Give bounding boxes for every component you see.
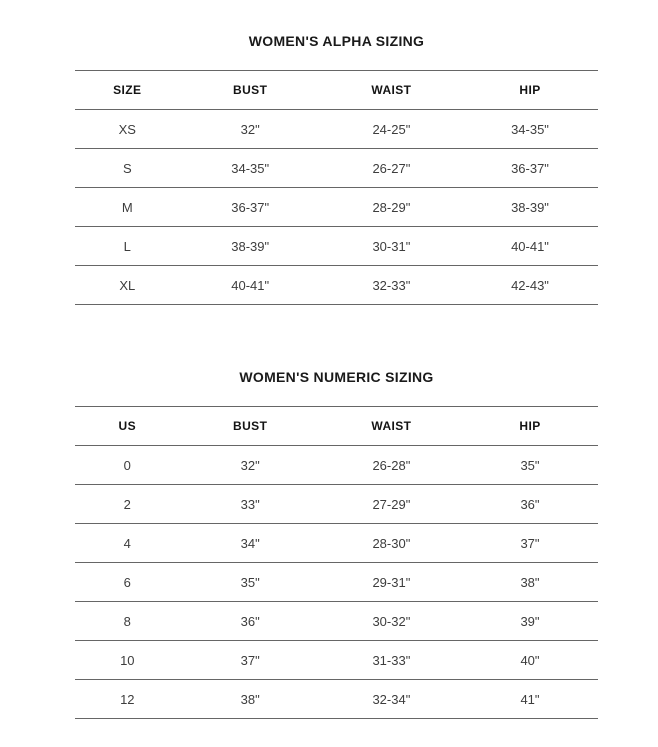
alpha-sizing-table <box>75 70 598 305</box>
column-header: HIP <box>462 71 598 110</box>
table-row <box>75 188 598 227</box>
table-cell: 37" <box>462 524 598 563</box>
table-cell: 26-28" <box>321 446 462 485</box>
table-cell: 32-34" <box>321 680 462 719</box>
column-header: HIP <box>462 407 598 446</box>
table-cell: XL <box>75 266 180 305</box>
table-cell: 28-30" <box>321 524 462 563</box>
table-cell: 31-33" <box>321 641 462 680</box>
table-row <box>75 227 598 266</box>
numeric-sizing-title: WOMEN'S NUMERIC SIZING <box>239 369 434 385</box>
table-cell: 36" <box>180 602 321 641</box>
table-row <box>75 149 598 188</box>
table-row <box>75 524 598 563</box>
table-cell: 35" <box>180 563 321 602</box>
table-cell: 12 <box>75 680 180 719</box>
table-cell: 38-39" <box>462 188 598 227</box>
column-header: WAIST <box>321 407 462 446</box>
numeric-sizing-table <box>75 406 598 719</box>
table-row <box>75 680 598 719</box>
column-header: US <box>75 407 180 446</box>
table-cell: 4 <box>75 524 180 563</box>
table-cell: 32" <box>180 110 321 149</box>
table-cell: 30-31" <box>321 227 462 266</box>
table-row <box>75 446 598 485</box>
table-cell: 40-41" <box>462 227 598 266</box>
table-cell: S <box>75 149 180 188</box>
table-cell: 38" <box>180 680 321 719</box>
table-cell: 38" <box>462 563 598 602</box>
alpha-sizing-section <box>75 33 598 305</box>
table-row <box>75 485 598 524</box>
table-cell: 39" <box>462 602 598 641</box>
column-header: WAIST <box>321 71 462 110</box>
table-cell: 10 <box>75 641 180 680</box>
table-cell: 30-32" <box>321 602 462 641</box>
header-row <box>75 407 598 446</box>
table-cell: 40-41" <box>180 266 321 305</box>
table-cell: 32-33" <box>321 266 462 305</box>
column-header: SIZE <box>75 71 180 110</box>
table-cell: 27-29" <box>321 485 462 524</box>
table-cell: 2 <box>75 485 180 524</box>
table-cell: 26-27" <box>321 149 462 188</box>
table-cell: 37" <box>180 641 321 680</box>
table-cell: L <box>75 227 180 266</box>
table-cell: 24-25" <box>321 110 462 149</box>
table-cell: 36-37" <box>462 149 598 188</box>
table-row <box>75 266 598 305</box>
table-cell: 29-31" <box>321 563 462 602</box>
table-cell: 42-43" <box>462 266 598 305</box>
table-cell: 41" <box>462 680 598 719</box>
table-row <box>75 110 598 149</box>
table-cell: 0 <box>75 446 180 485</box>
numeric-sizing-section <box>75 369 598 719</box>
table-cell: 36-37" <box>180 188 321 227</box>
table-cell: 35" <box>462 446 598 485</box>
table-cell: 36" <box>462 485 598 524</box>
table-cell: 34" <box>180 524 321 563</box>
table-cell: 6 <box>75 563 180 602</box>
column-header: BUST <box>180 71 321 110</box>
table-cell: 28-29" <box>321 188 462 227</box>
alpha-sizing-title: WOMEN'S ALPHA SIZING <box>248 33 425 49</box>
header-row <box>75 71 598 110</box>
table-row <box>75 602 598 641</box>
table-cell: 33" <box>180 485 321 524</box>
table-cell: 34-35" <box>180 149 321 188</box>
table-cell: 38-39" <box>180 227 321 266</box>
table-cell: 8 <box>75 602 180 641</box>
column-header: BUST <box>180 407 321 446</box>
table-cell: 32" <box>180 446 321 485</box>
table-row <box>75 641 598 680</box>
table-row <box>75 563 598 602</box>
table-cell: 34-35" <box>462 110 598 149</box>
table-cell: XS <box>75 110 180 149</box>
table-cell: M <box>75 188 180 227</box>
table-cell: 40" <box>462 641 598 680</box>
